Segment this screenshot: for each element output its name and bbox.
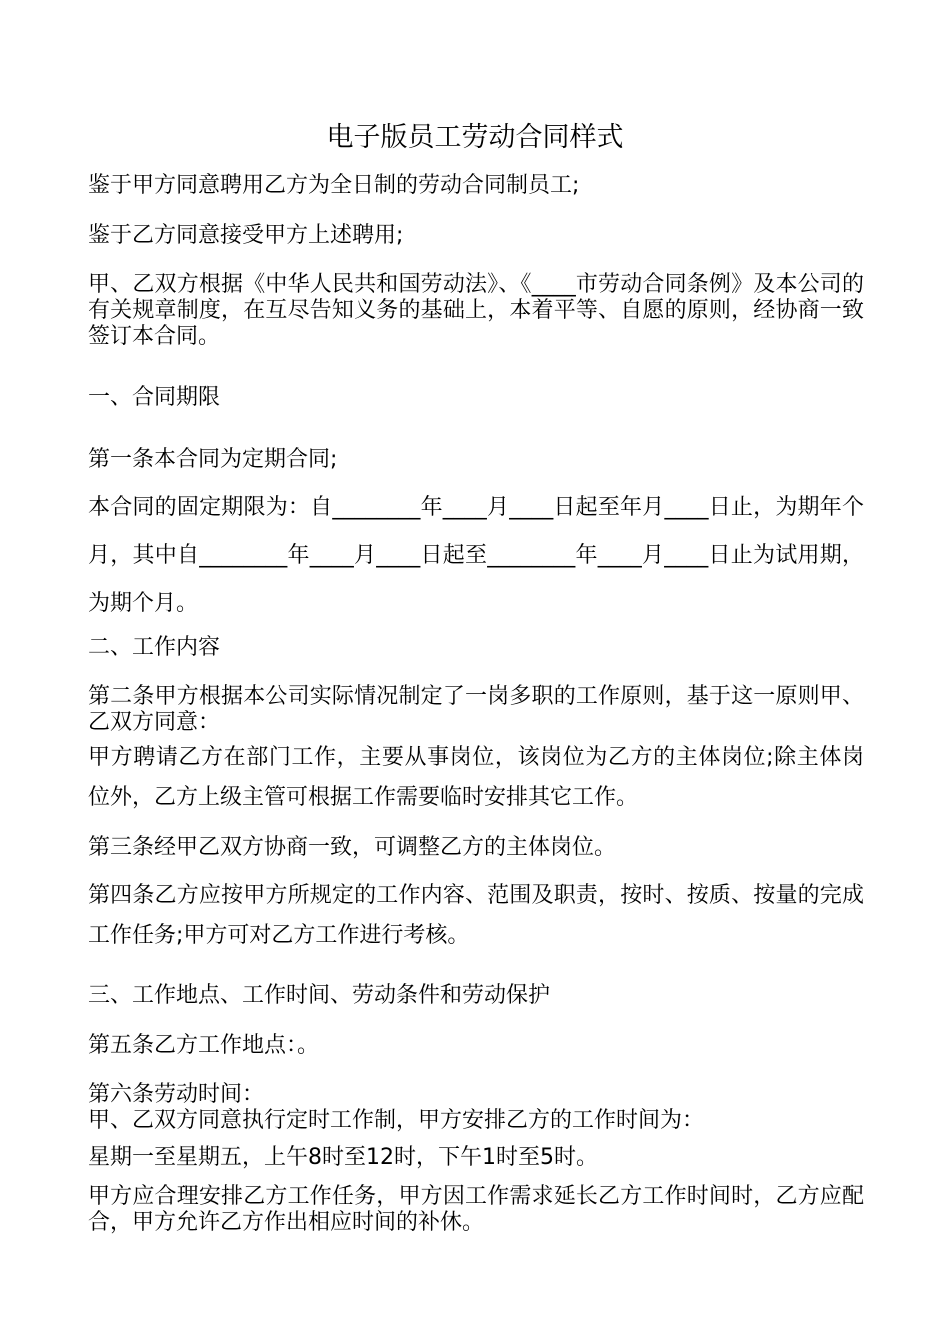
article-6-detail: 甲、乙双方同意执行定时工作制，甲方安排乙方的工作时间为： <box>88 1108 705 1133</box>
section-heading-3: 三、工作地点、工作时间、劳动条件和劳动保护 <box>88 983 551 1008</box>
work-hours: 星期一至星期五，上午8时至12时，下午1时至5时。 <box>88 1145 598 1170</box>
article-4: 第四条乙方应按甲方所规定的工作内容、范围及职责，按时、按质、按量的完成工作任务;甲方可对乙方工作进行考核。 <box>88 883 864 948</box>
article-6: 第六条劳动时间： <box>88 1082 265 1107</box>
article-2-detail: 甲方聘请乙方在部门工作，主要从事岗位，该岗位为乙方的主体岗位;除主体岗位外，乙方上级主管可根据工作需要临时安排其它工作。 <box>88 745 864 810</box>
paragraph-preamble-2: 鉴于乙方同意接受甲方上述聘用; <box>88 223 404 248</box>
overtime-paragraph: 甲方应合理安排乙方工作任务，甲方因工作需求延长乙方工作时间时，乙方应配合，甲方允许乙方作出相应时间的补休。 <box>88 1184 864 1235</box>
section-heading-2: 二、工作内容 <box>88 635 221 660</box>
article-2: 第二条甲方根据本公司实际情况制定了一岗多职的工作原则，基于这一原则甲、乙双方同意： <box>88 684 864 735</box>
contract-term-paragraph: 本合同的固定期限为：自________年____月____日起至年月____日止，为期年个月，其中自________年____月____日起至________年____月____日止为试用期，为期个月。 <box>88 495 864 616</box>
section-heading-1: 一、合同期限 <box>88 385 221 410</box>
paragraph-preamble-1: 鉴于甲方同意聘用乙方为全日制的劳动合同制员工; <box>88 173 580 198</box>
paragraph-preamble-3: 甲、乙双方根据《中华人民共和国劳动法》、《____市劳动合同条例》及本公司的有关规章制度，在互尽告知义务的基础上，本着平等、自愿的原则，经协商一致签订本合同。 <box>88 272 864 349</box>
page-title: 电子版员工劳动合同样式 <box>326 122 624 153</box>
article-1: 第一条本合同为定期合同; <box>88 447 338 472</box>
article-3: 第三条经甲乙双方协商一致，可调整乙方的主体岗位。 <box>88 835 617 860</box>
article-5: 第五条乙方工作地点：。 <box>88 1033 320 1058</box>
